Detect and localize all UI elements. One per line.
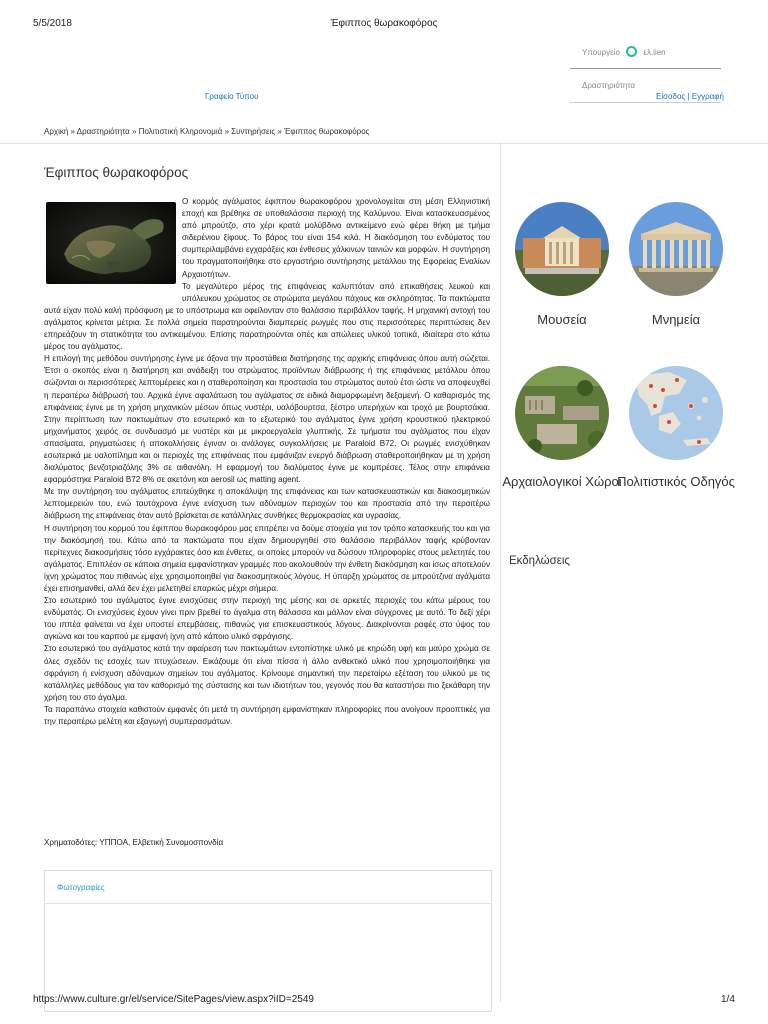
print-date: 5/5/2018 (33, 18, 72, 29)
tile-label-museums[interactable]: Μουσεία (537, 312, 587, 327)
events-link[interactable]: Εκδηλώσεις (509, 555, 570, 567)
tile-label-archaeological-sites[interactable]: Αρχαιολογικοί Χώροι (502, 474, 622, 489)
article-paragraph: Τα παραπάνω στοιχεία καθιστούν εμφανές ότι μετά τη συντήρηση εμφανίστηκαν πληροφορίες που ανοίγουν προοπτικές για την περαιτέρω μελέτη και εξαγωγή συμπερασμάτων. (44, 704, 490, 727)
print-page-title: Έφιππος θωρακοφόρος (330, 18, 438, 29)
article-paragraph: Ο κορμός αγάλματος έφιππου θωρακοφόρου χρονολογείται στη μέση Ελληνιστική εποχή και βρέθηκε σε υποθαλάσσια περιοχή της Καλύμνου. Είναι κατασκευασμένος από μπρούτζο, στο χέρι κρατά μολύβδινο αντικείμενο ενώ φέρει θήκη με τμήμα σιδερένιου ξίφους. Το βάρος του είναι 154 κιλά. Η διακόσμηση του ενδύματος του συμπεριλαμβάνει εγχαράξεις και ένθεσεις χάλκινων ταινιών και μορφών. Η συντήρηση του πραγματοποιήθηκε στο εργαστήριο συντήρησης μετάλλου της Εφορείας Εναλίων Αρχαιοτήτων. (182, 197, 490, 279)
archaeological-site-photo[interactable] (515, 366, 609, 460)
language-switch[interactable]: ελ.lien (643, 48, 666, 57)
article-paragraph: Η συντήρηση του κορμού του έφιππου θωρακοφόρου μας επιτρέπει να δούμε στοιχεία για τον τρόπο κατασκευής του και για την διακόσμησή του. Κάτω από τα πακτώματα που είχαν δημιουργηθεί στο θαλάσσιο περιβάλλον ταφής κρύβονταν περίτεχνες διακοσμήσεις τόσο εγχάρακτες όσο και ένθετες, οι οποίες μπορούν να δώσουν πληροφορίες στους μελετητές του αγάλματος. Επιπλέον σε κάποια σημεία εμφανίστηκαν γραμμές που ακολουθούν την ένθετη διακόσμηση και ίσως αποτελούν ίχνη χρώματος που πιθανώς είχε χρησιμοποιηθεί για διακοσμητικούς λόγους. Η ύπαρξη χρώματος σε μπρούτζινα αγάλματα έχει επισημανθεί, αλλά δεν έχει μελετηθεί επαρκώς μέχρι σήμερα. (44, 523, 490, 593)
sidebar (500, 142, 735, 1002)
article-paragraph: Η επιλογή της μεθόδου συντήρησης έγινε με άξονα την προστάθεια διατήρησης της αρχικής επιφάνειας όπου αυτή σώζεται. Έτσι ο σκοπός είναι η διατήρηση και ανάδειξη του στρώματος προϊόντων διάβρωσης ή της επιφάνειας μετάλλου όπου σώζονται οι περισσότερες λεπτομέρειες και η σταθεροποίηση και προστασία του στρώματος αυτού έτσι ώστε να αποφευχθεί η περαιτέρω διάβρωσή του. Αρχικά έγινε αφαλάτωση του αγάλματος σε ειδικά διαμορφωμένη δεξαμενή. Ο καθαρισμός της επιφάνειας έγινε με τη χρήση μηχανικών μέσων όπως νυστέρι, υαλόβουρτσα, ξέστρο υπερήχων και τροχό με βουρτσάκια. Στην περίπτωση των πακτωμάτων στο εσωτερικό και το εξωτερικό του αγάλματος έγινε χρήση κρουστικού ηλεκτρικού μηχανήματος χειρός σε συνδυασμό με νυστέρι και με μικροεργαλεία γλυπτικής. Σε τμήματα του αγάλματος που είχαν σπασίματα, ρηγματώσεις ή αποκολλήσεις έγιναν οι ανάλογες συγκολλήσεις με Paraloid B72. Οι ρωγμές ενισχύθηκαν εσωτερικά με υαλοπίλημα και οι περιοχές της επιφάνειας που εμφάνιζαν ενεργό διάβρωση σταθεροποιήθηκαν με τη χρήση διαλύματος βενζοτριαζόλης 3% σε αιθανόλη. Η εφαρμογή του διαλύματος έγινε με κομπρέσες. Τέλος στην επιφάνεια εφαρμόστηκε Paraloid B72 8% σε ακετόνη και aerosil ως matting agent. (44, 354, 490, 485)
article-body (44, 196, 490, 728)
photo-gallery (44, 870, 492, 1012)
activity-menu[interactable]: Δραστηριότητα (582, 81, 636, 90)
ministry-menu[interactable] (582, 46, 666, 57)
article-paragraph: Στο εσωτερικό του αγάλματος κατά την αφαίρεση των πακτωμάτων εντοπίστηκε υλικό με κηρώδη υφή και μαύρο χρώμα σε όλες σχεδόν τις εσοχές των πτυχώσεων. Εικάζουμε ότι είναι πίσσα ή άλλο ανθεκτικό υλικό που χρησιμοποιήθηκε για σφράγιση ή ενίσχυση αδύναμων σημείων του αγάλματος. Κρίνουμε σημαντική την περεταίρω εξέταση του υλικού με τις κατάλληλες μεθόδους για τον καθορισμό της σύστασης και των ιδιοτήτων του, γεγονός που θα καταστήσει πιο ξεκάθαρη την χρήση του στο άγαλμα. (44, 644, 490, 702)
funding-note: Χρηματοδότες: ΥΠΠΟΑ, Ελβετική Συνομοσπονδία (44, 838, 224, 847)
search-icon[interactable] (626, 46, 637, 57)
museum-photo[interactable] (515, 202, 609, 296)
tile-label-monuments[interactable]: Μνημεία (651, 312, 701, 327)
greece-map-photo[interactable] (629, 366, 723, 460)
breadcrumb[interactable]: Αρχική » Δραστηριότητα » Πολιτιστική Κληρονομιά » Συντηρήσεις » Έφιππος θωρακοφόρος (44, 127, 370, 136)
login-register-links[interactable]: Είσοδος | Εγγραφή (656, 92, 724, 101)
photos-heading[interactable]: Φωτογραφίες (57, 883, 105, 892)
print-url: https://www.culture.gr/el/service/SitePages/view.aspx?iID=2549 (33, 994, 314, 1005)
tile-label-cultural-guide[interactable]: Πολιτιστικός Οδηγός (617, 474, 735, 489)
ministry-label: Υπουργείο (582, 48, 620, 57)
article-paragraph: Στο εσωτερικό του αγάλματος έγινε ενισχύσεις στην περιοχή της μέσης και σε αρκετές περιοχές του κάτω μέρους του ενδύματός. Οι ενισχύσεις έχουν γίνει πριν βρεθεί το άγαλμα στη θάλασσα και μάλλον είναι σύγχρονες με αυτό. Το δεξί χέρι του ιππέα φαίνεται να έχει υποστεί επεμβάσεις, πιθανώς για επισκευαστικούς λόγους. Διακρίνονται ραφές στο ύψος του αγκώνα και του καρπού με εμφανή ίχνη από κάποιο υλικό σφράγισης. (44, 596, 490, 642)
press-office-link[interactable]: Γραφείο Τύπου (205, 92, 259, 101)
page-title: Έφιππος θωρακοφόρος (44, 165, 189, 180)
article-paragraph: Το μεγαλύτερο μέρος της επιφάνειας καλυπτόταν από επικαθήσεις λευκού και υπόλευκου χρώματος σε στρώματα μεγάλου πάχους και σκληρότητας. Τα πακτώματα αυτά είχαν πολύ καλή πρόσφυση με το υπόστρωμα και οφείλονταν στο θαλάσσιο περιβάλλον ταφής. Η μηχανική αντοχή του αγάλματος κρίνεται μέτρια. Σε πολλά σημεία παρατηρούνται διαμπερείς ρωγμές που στις περισσότερες περιπτώσεις δεν επηρεάζουν τη στατικότητα του αντικειμένου. Επίσης παρατηρούνται οπές και απώλειες υλικού τοπικά, ιδιαίτερα στο κάτω μέρος του αγάλματος. (44, 281, 490, 352)
parthenon-photo[interactable] (629, 202, 723, 296)
print-page-number: 1/4 (721, 994, 735, 1005)
article-paragraph: Με την συντήρηση του αγάλματος επιτεύχθηκε η αποκάλυψη της επιφάνειας και των κατασκευαστικών και διακοσμητικών λεπτομερειών του, ενώ ταυτόχρονα έγινε ενίσχυση των αδύναμων περιοχών του και προστασία από την περαιτέρω διάβρωση της επιφάνειας όταν αυτό βρίσκεται σε κατάλληλες συνθήκες θερμοκρασίας και υγρασίας. (44, 487, 490, 521)
